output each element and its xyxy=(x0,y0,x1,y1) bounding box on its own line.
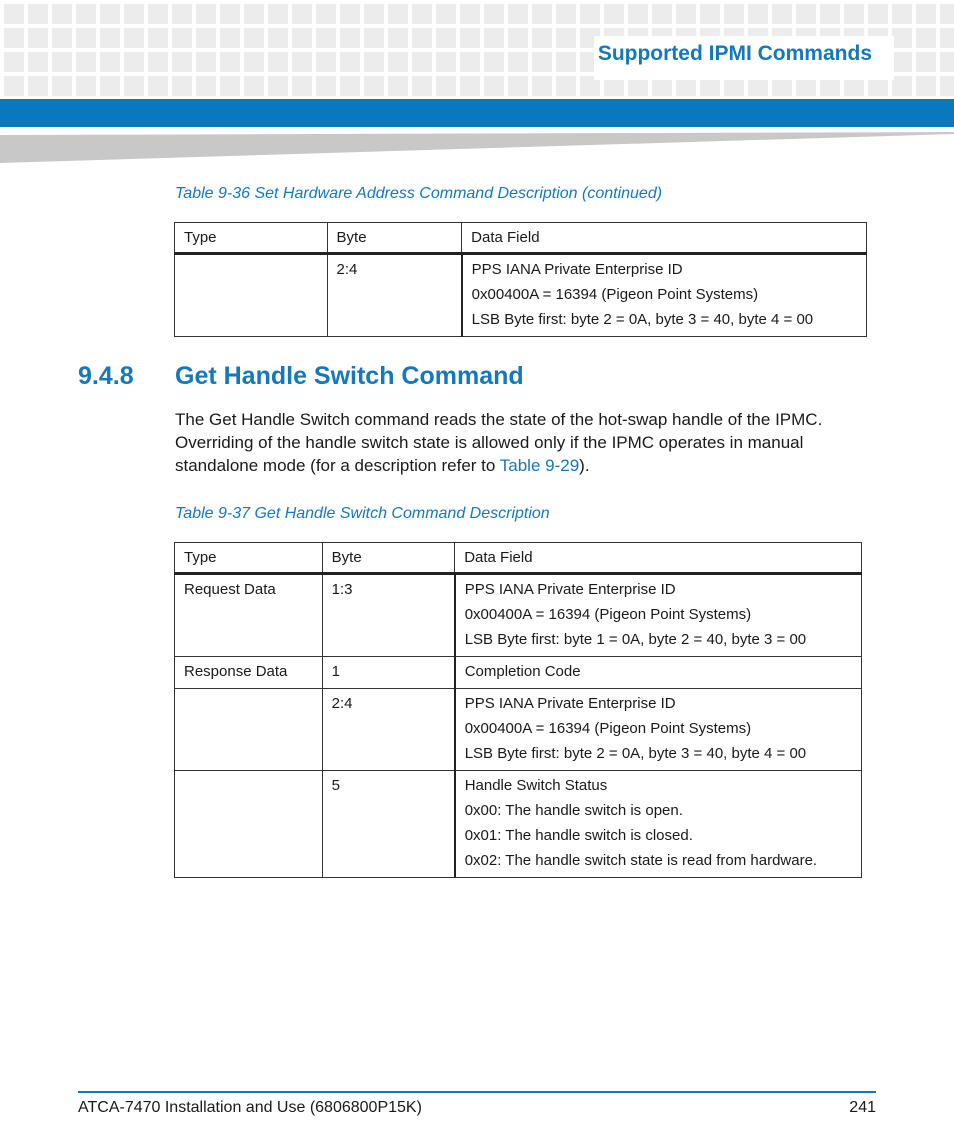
header-grey-swoosh xyxy=(0,127,954,167)
cell-data-field xyxy=(455,771,862,878)
cell-data-field xyxy=(455,574,862,657)
data-field-line: PPS IANA Private Enterprise ID xyxy=(471,261,683,278)
table-set-hardware-address xyxy=(174,222,867,337)
cell-byte: 2:4 xyxy=(322,689,455,771)
data-field-line: LSB Byte first: byte 1 = 0A, byte 2 = 40, byte 3 = 00 xyxy=(464,631,807,648)
body-text-lead: The Get Handle Switch command reads the state of the hot-swap handle of the IPMC. Overriding of the handle switch state is allowed only if the IPMC operates in manual standalone mode (for a description refer to xyxy=(175,410,823,475)
body-text-tail: ). xyxy=(579,456,590,475)
cell-type: Response Data xyxy=(175,657,323,689)
table-row xyxy=(175,574,862,657)
table-9-29-link[interactable]: Table 9-29 xyxy=(499,456,580,475)
table-get-handle-switch xyxy=(174,542,862,878)
cell-byte: 1:3 xyxy=(322,574,455,657)
cell-data-field xyxy=(455,657,862,689)
cell-data-field xyxy=(462,254,867,337)
column-header-data-field: Data Field xyxy=(455,543,862,574)
table-row xyxy=(175,657,862,689)
data-field-line: 0x00400A = 16394 (Pigeon Point Systems) xyxy=(471,286,759,303)
data-field-line: 0x00400A = 16394 (Pigeon Point Systems) xyxy=(464,720,752,737)
data-field-line: 0x01: The handle switch is closed. xyxy=(464,827,693,844)
table-body xyxy=(175,254,867,337)
section-body-paragraph xyxy=(175,408,885,477)
data-field-line: Handle Switch Status xyxy=(464,777,608,794)
section-number: 9.4.8 xyxy=(78,362,134,390)
footer-rule xyxy=(78,1091,876,1093)
cell-type xyxy=(175,771,323,878)
column-header-type: Type xyxy=(175,223,328,254)
data-field-line: Completion Code xyxy=(464,663,581,680)
footer-document-title: ATCA-7470 Installation and Use (6806800P15K) xyxy=(78,1099,422,1116)
footer-page-number: 241 xyxy=(849,1099,876,1116)
data-field-line: 0x00: The handle switch is open. xyxy=(464,802,683,819)
data-field-line: LSB Byte first: byte 2 = 0A, byte 3 = 40, byte 4 = 00 xyxy=(464,745,807,762)
section-title: Get Handle Switch Command xyxy=(175,362,524,390)
data-field-line: PPS IANA Private Enterprise ID xyxy=(464,581,676,598)
table-header-row xyxy=(175,543,862,574)
column-header-type: Type xyxy=(175,543,323,574)
table-caption-top: Table 9-36 Set Hardware Address Command Description (continued) xyxy=(175,185,663,202)
data-field-line: LSB Byte first: byte 2 = 0A, byte 3 = 40, byte 4 = 00 xyxy=(471,311,814,328)
table-header-row xyxy=(175,223,867,254)
column-header-byte: Byte xyxy=(327,223,462,254)
table-row xyxy=(175,771,862,878)
running-header-title: Supported IPMI Commands xyxy=(597,42,872,65)
table-body xyxy=(175,574,862,878)
data-field-line: PPS IANA Private Enterprise ID xyxy=(464,695,676,712)
table-row xyxy=(175,689,862,771)
data-field-line: 0x00400A = 16394 (Pigeon Point Systems) xyxy=(464,606,752,623)
header-blue-bar xyxy=(0,99,954,127)
table-row xyxy=(175,254,867,337)
cell-type xyxy=(175,689,323,771)
table-caption-main: Table 9-37 Get Handle Switch Command Description xyxy=(175,505,550,522)
cell-byte: 1 xyxy=(322,657,455,689)
cell-data-field xyxy=(455,689,862,771)
column-header-data-field: Data Field xyxy=(462,223,867,254)
data-field-line: 0x02: The handle switch state is read from hardware. xyxy=(464,852,818,869)
column-header-byte: Byte xyxy=(322,543,455,574)
cell-byte: 5 xyxy=(322,771,455,878)
cell-byte: 2:4 xyxy=(327,254,462,337)
cell-type xyxy=(175,254,328,337)
cell-type: Request Data xyxy=(175,574,323,657)
